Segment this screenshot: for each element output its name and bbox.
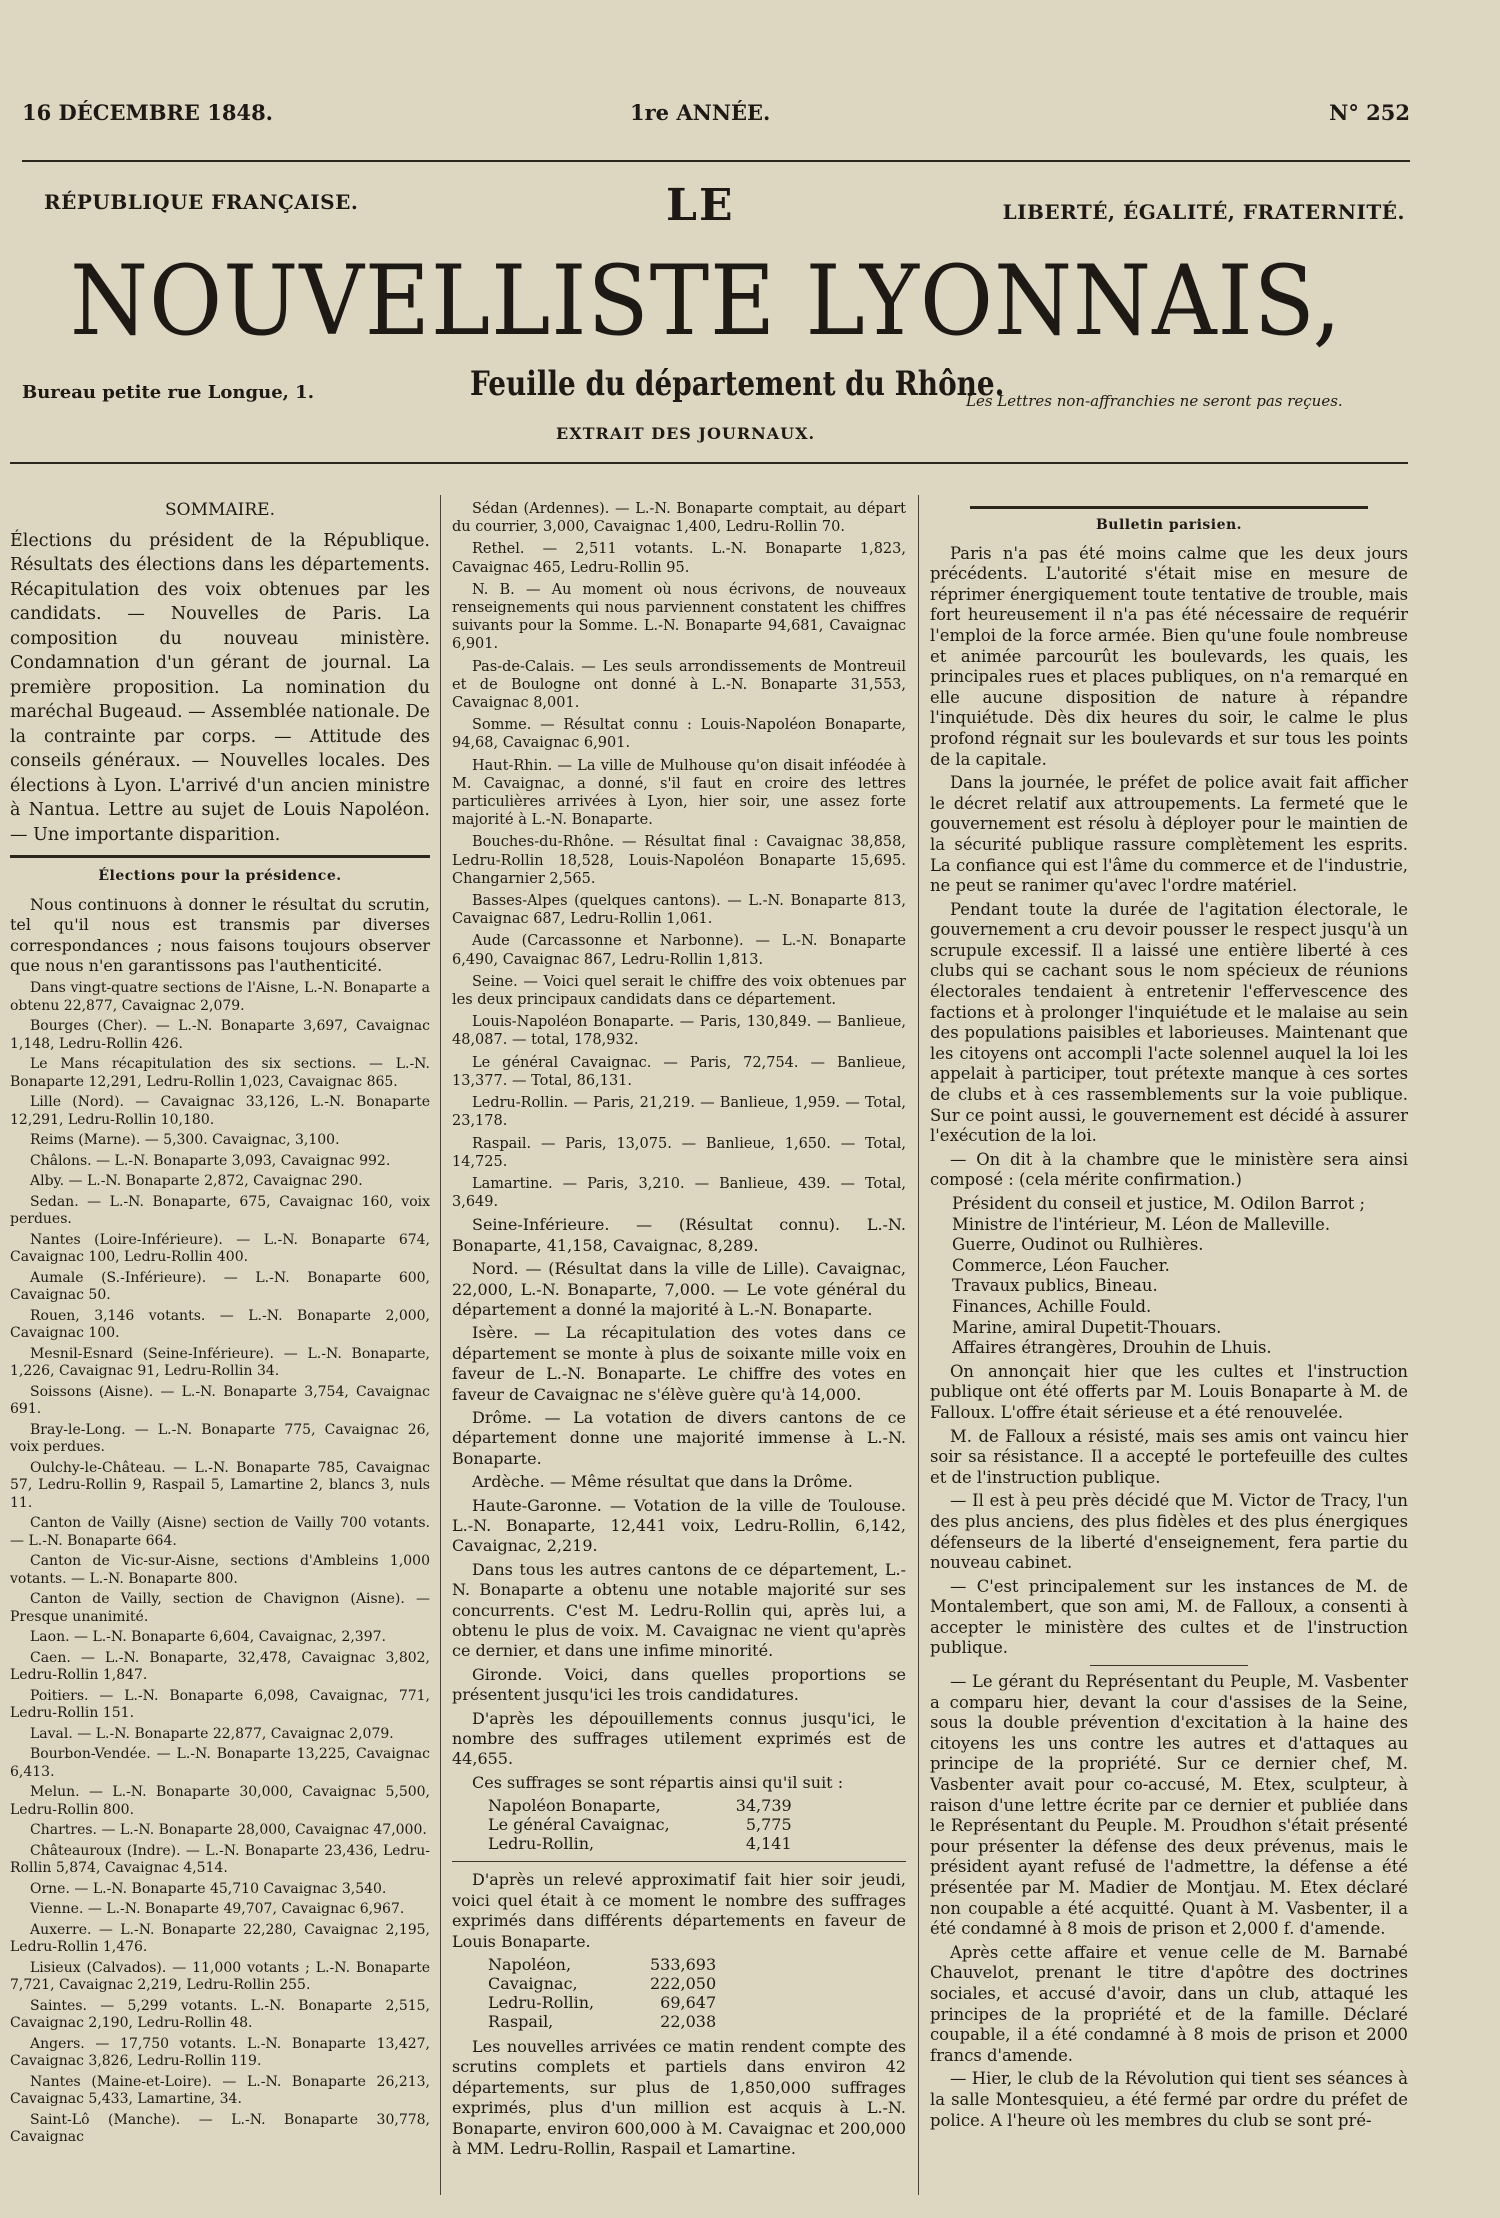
department-result-item: Lamartine. — Paris, 3,210. — Banlieue, 439. — Total, 3,649. (452, 1175, 906, 1211)
election-result-item: Bray-le-Long. — L.-N. Bonaparte 775, Cavaignac 26, voix perdues. (10, 1421, 430, 1456)
bureau-address: Bureau petite rue Longue, 1. (22, 382, 314, 403)
vote-row (482, 1815, 798, 1834)
column-sommaire (10, 500, 430, 2210)
department-result-item: Haute-Garonne. — Votation de la ville de Toulouse. L.-N. Bonaparte, 12,441 voix, Ledru-Rollin, 6,142, Cavaignac, 2,219. (452, 1495, 906, 1556)
candidate-name: Napoléon, (488, 1954, 572, 1974)
department-result-item: Nord. — (Résultat dans la ville de Lille). Cavaignac, 22,000, L.-N. Bonaparte, 7,000. — Le vote général du département a donné la majorité à L.-N. Bonaparte. (452, 1259, 906, 1319)
election-results-list (10, 980, 430, 2147)
masthead-subtitle: Feuille du département du Rhône. (470, 364, 1005, 404)
election-result-item: Auxerre. — L.-N. Bonaparte 22,280, Cavaignac 2,195, Ledru-Rollin 1,476. (10, 1921, 430, 1956)
section-separator (1090, 1665, 1248, 1666)
department-result-item: Louis-Napoléon Bonaparte. — Paris, 130,849. — Banlieue, 48,087. — total, 178,932. (452, 1014, 906, 1049)
header-motto-left: RÉPUBLIQUE FRANÇAISE. (44, 190, 359, 214)
election-result-item: Soissons (Aisne). — L.-N. Bonaparte 3,754, Cavaignac 691. (10, 1383, 430, 1418)
column-divider (918, 495, 919, 2195)
vote-row (482, 1974, 722, 1993)
section-title-bulletin: Bulletin parisien. (1095, 517, 1243, 533)
releve-table (482, 1955, 722, 2031)
bulletin-paragraph: — On dit à la chambre que le ministère sera ainsi composé : (cela mérite confirmation.) (930, 1149, 1408, 1190)
department-result-item: Seine. — Voici quel serait le chiffre des voix obtenues par les deux principaux candidats dans ce département. (452, 973, 906, 1009)
extrait-label: EXTRAIT DES JOURNAUX. (556, 424, 816, 443)
election-result-item: Alby. — L.-N. Bonaparte 2,872, Cavaignac 290. (30, 1173, 363, 1190)
vote-row (482, 1796, 798, 1815)
column-bulletin (930, 500, 1408, 2210)
bulletin-paragraph: Après cette affaire et venue celle de M. Barnabé Chauvelot, prenant le titre d'apôtre des doctrines sociales, et accusé d'avoir, dans un club, attaqué les principes de la propriété et de la famille. Déclaré coupable, il a été condamné à 8 mois de prison et 2000 francs d'amende. (930, 1942, 1408, 2065)
minister-item: Commerce, Léon Faucher. (952, 1255, 1170, 1275)
department-result-item: Rethel. — 2,511 votants. L.-N. Bonaparte 1,823, Cavaignac 465, Ledru-Rollin 95. (452, 541, 906, 576)
department-results-list (452, 500, 906, 1211)
vote-row (482, 2012, 722, 2031)
header-rule (22, 160, 1410, 162)
election-result-item: Châteauroux (Indre). — L.-N. Bonaparte 23,436, Ledru-Rollin 5,874, Cavaignac 4,514. (10, 1842, 430, 1877)
candidate-name: Napoléon Bonaparte, (488, 1796, 661, 1816)
election-result-item: Nantes (Maine-et-Loire). — L.-N. Bonaparte 26,213, Cavaignac 5,433, Lamartine, 34. (10, 2073, 430, 2108)
issue-date: 16 DÉCEMBRE 1848. (22, 100, 273, 125)
minister-item: Président du conseil et justice, M. Odilon Barrot ; (952, 1194, 1366, 1213)
bulletin-paragraph: — Hier, le club de la Révolution qui tient ses séances à la salle Montesquieu, a été fermé par ordre du préfet de police. A l'heure où les membres du club se sont pré- (930, 2069, 1408, 2130)
bulletin-paragraph: — Il est à peu près décidé que M. Victor de Tracy, l'un des plus anciens, des plus fidèles et des plus énergiques défenseurs de la liberté d'enseignement, fera partie du nouveau cabinet. (930, 1491, 1408, 1573)
minister-item: Affaires étrangères, Drouhin de Lhuis. (952, 1338, 1272, 1358)
department-result-item: Isère. — La récapitulation des votes dans ce département se monte à plus de soixante mille voix en faveur de L.-N. Bonaparte. Le chiffre des votes en faveur de Cavaignac ne s'élève guère qu'à 14,000. (452, 1323, 906, 1404)
department-result-item: Gironde. Voici, dans quelles proportions se présentent jusqu'ici les trois candidatures. (452, 1664, 906, 1705)
candidate-name: Ledru-Rollin, (488, 1992, 595, 2012)
election-result-item: Reims (Marne). — 5,300. Cavaignac, 3,100. (30, 1132, 340, 1149)
section-separator (970, 506, 1368, 509)
minister-item: Marine, amiral Dupetit-Thouars. (952, 1317, 1222, 1337)
candidate-votes: 222,050 (649, 1973, 717, 1993)
header-motto-right: LIBERTÉ, ÉGALITÉ, FRATERNITÉ. (1002, 200, 1405, 224)
minister-item: Ministre de l'intérieur, M. Léon de Malleville. (952, 1214, 1331, 1234)
minister-item: Finances, Achille Fould. (952, 1296, 1152, 1316)
election-result-item: Poitiers. — L.-N. Bonaparte 6,098, Cavaignac, 771, Ledru-Rollin 151. (10, 1687, 430, 1722)
bulletin-paragraph: Paris n'a pas été moins calme que les deux jours précédents. L'autorité s'était mise en mesure de réprimer énergiquement toute tentative de trouble, mais fort heureusement il n'a pas été nécessaire de requérir l'emploi de la force armée. Bien qu'une foule nombreuse et animée parcourût les boulevards, les quais, les principales rues et places publiques, on n'a remarqué en elle aucune disposition de nature à répandre l'inquiétude. Dès dix heures du soir, le calme le plus profond régnait sur les boulevards et sur tous les points de la capitale. (930, 543, 1408, 769)
election-result-item: Canton de Vailly, section de Chavignon (Aisne). — Presque unanimité. (10, 1591, 430, 1625)
election-result-item: Le Mans récapitulation des six sections. — L.-N. Bonaparte 12,291, Ledru-Rollin 1,023, Cavaignac 865. (10, 1056, 430, 1090)
candidate-name: Cavaignac, (488, 1973, 578, 1993)
candidate-name: Raspail, (488, 2011, 554, 2031)
election-result-item: Laon. — L.-N. Bonaparte 6,604, Cavaignac, 2,397. (30, 1629, 386, 1646)
election-result-item: Bourges (Cher). — L.-N. Bonaparte 3,697, Cavaignac 1,148, Ledru-Rollin 426. (10, 1018, 430, 1052)
bulletin-paragraph: — Le gérant du Représentant du Peuple, M. Vasbenter a comparu hier, devant la cour d'assises de la Seine, sous la double prévention d'excitation à la haine des citoyens les uns contre les autres et d'attaques au principe de la propriété. Sur ce dernier chef, M. Vasbenter avait pour co-accusé, M. Etex, sculpteur, à raison d'une lettre écrite par ce dernier et publiée dans le Représentant du Peuple. M. Proudhon s'était présenté pour présenter la défense des deux prévenus, mais le président ayant refusé de l'admettre, la défense a été présentée par M. Madier de Montjau. M. Etex déclaré non coupable a été acquitté. Quant à M. Vasbenter, il a été condamné à 8 mois de prison et 2,000 f. d'amende. (930, 1672, 1408, 1939)
vote-row (482, 1834, 798, 1853)
election-result-item: Lille (Nord). — Cavaignac 33,126, L.-N. Bonaparte 12,291, Ledru-Rollin 10,180. (10, 1094, 430, 1128)
department-result-item: Haut-Rhin. — La ville de Mulhouse qu'on disait inféodée à M. Cavaignac, a donné, s'il faut en croire des lettres particulières arrivées à Lyon, hier soir, une assez forte majorité à L.-N. Bonaparte. (452, 757, 906, 829)
bulletin-paragraph: Dans la journée, le préfet de police avait fait afficher le décret relatif aux attroupements. La fermeté que le gouvernement est résolu à déployer pour le maintien de la sécurité publique rassure complètement les esprits. La confiance qui est l'âme du commerce et de l'industrie, ne peut se ranimer qu'avec l'ordre matériel. (930, 773, 1408, 896)
department-result-item: Somme. — Résultat connu : Louis-Napoléon Bonaparte, 94,68, Cavaignac 6,901. (452, 717, 906, 752)
election-result-item: Caen. — L.-N. Bonaparte, 32,478, Cavaignac 3,802, Ledru-Rollin 1,847. (10, 1649, 430, 1684)
releve-text: D'après un relevé approximatif fait hier soir jeudi, voici quel était à ce moment le nombre des suffrages exprimés dans différents départements en faveur de Louis Bonaparte. (452, 1870, 906, 1951)
candidate-name: Le général Cavaignac, (488, 1815, 670, 1835)
issue-year: 1re ANNÉE. (630, 100, 771, 125)
department-result-item: N. B. — Au moment où nous écrivons, de nouveaux renseignements qui nous parviennent constatent les chiffres suivants pour la Somme. L.-N. Bonaparte 94,681, Cavaignac 6,901. (452, 581, 906, 653)
column-departements (452, 500, 906, 2210)
ministers-list (952, 1194, 1408, 1359)
department-result-item: Ces suffrages se sont répartis ainsi qu'il suit : (472, 1772, 844, 1792)
election-result-item: Laval. — L.-N. Bonaparte 22,877, Cavaignac 2,079. (30, 1725, 394, 1742)
section-title-elections: Élections pour la présidence. (98, 868, 342, 885)
sommaire-text: Élections du président de la République. Résultats des élections dans les départements. Récapitulation des voix obtenues par les candidats. — Nouvelles de Paris. La composition du nouveau ministère. Condamnation d'un gérant de journal. La première proposition. La nomination du maréchal Bugeaud. — Assemblée nationale. De la contrainte par corps. — Attitude des conseils généraux. — Nouvelles locales. Des élections à Lyon. L'arrivé d'un ancien ministre à Nantua. Lettre au sujet de Louis Napoléon. — Une importante disparition. (10, 530, 430, 845)
elections-intro: Nous continuons à donner le résultat du scrutin, tel qu'il nous est transmis par diverses correspondances ; nous faisons toujours observer que nous n'en garantissons pas l'authenticité. (10, 894, 430, 976)
election-result-item: Bourbon-Vendée. — L.-N. Bonaparte 13,225, Cavaignac 6,413. (10, 1746, 430, 1780)
column-divider (440, 495, 441, 2195)
vote-row (482, 1993, 722, 2012)
bulletin-paragraph: On annonçait hier que les cultes et l'instruction publique ont été offerts par M. Louis Bonaparte à M. de Falloux. L'offre était sérieuse et a été renouvelée. (930, 1361, 1408, 1422)
department-result-item: Bouches-du-Rhône. — Résultat final : Cavaignac 38,858, Ledru-Rollin 18,528, Louis-Napoléon Bonaparte 15,695. Changarnier 2,565. (452, 834, 906, 887)
election-result-item: Saint-Lô (Manche). — L.-N. Bonaparte 30,778, Cavaignac (10, 2111, 430, 2146)
candidate-votes: 34,739 (735, 1796, 792, 1816)
section-separator (452, 1861, 906, 1862)
election-result-item: Châlons. — L.-N. Bonaparte 3,093, Cavaignac 992. (30, 1152, 391, 1169)
election-result-item: Sedan. — L.-N. Bonaparte, 675, Cavaignac 160, voix perdues. (10, 1193, 430, 1228)
department-results-major (452, 1215, 906, 1793)
candidate-votes: 69,647 (660, 1992, 717, 2012)
gironde-table (482, 1796, 798, 1853)
department-result-item: Sédan (Ardennes). — L.-N. Bonaparte comptait, au départ du courrier, 3,000, Cavaignac 1,400, Ledru-Rollin 70. (452, 501, 906, 536)
issue-number: N° 252 (1329, 100, 1410, 125)
candidate-votes: 22,038 (660, 2011, 717, 2031)
sommaire-title: SOMMAIRE. (164, 500, 275, 520)
department-result-item: Raspail. — Paris, 13,075. — Banlieue, 1,650. — Total, 14,725. (452, 1135, 906, 1170)
department-result-item: Aude (Carcassonne et Narbonne). — L.-N. Bonaparte 6,490, Cavaignac 867, Ledru-Rollin 1,813. (452, 933, 906, 968)
election-result-item: Aumale (S.-Inférieure). — L.-N. Bonaparte 600, Cavaignac 50. (10, 1269, 430, 1304)
election-result-item: Nantes (Loire-Inférieure). — L.-N. Bonaparte 674, Cavaignac 100, Ledru-Rollin 400. (10, 1231, 430, 1266)
department-result-item: Ardèche. — Même résultat que dans la Drôme. (472, 1472, 853, 1492)
vote-row (482, 1955, 722, 1974)
department-result-item: Le général Cavaignac. — Paris, 72,754. — Banlieue, 13,377. — Total, 86,131. (452, 1054, 906, 1089)
candidate-votes: 4,141 (745, 1834, 792, 1854)
department-result-item: Ledru-Rollin. — Paris, 21,219. — Banlieue, 1,959. — Total, 23,178. (452, 1095, 906, 1130)
department-result-item: D'après les dépouillements connus jusqu'ici, le nombre des suffrages utilement exprimés est de 44,655. (452, 1708, 906, 1769)
closing-paragraph: Les nouvelles arrivées ce matin rendent compte des scrutins complets et partiels dans environ 42 départements, sur plus de 1,850,000 suffrages exprimés, plus d'un million est acquis à L.-N. Bonaparte, environ 600,000 à M. Cavaignac et 200,000 à MM. Ledru-Rollin, Raspail et Lamartine. (452, 2036, 906, 2158)
department-result-item: Seine-Inférieure. — (Résultat connu). L.-N. Bonaparte, 41,158, Cavaignac, 8,289. (452, 1215, 906, 1255)
department-result-item: Pas-de-Calais. — Les seuls arrondissements de Montreuil et de Boulogne ont donné à L.-N. Bonaparte 31,553, Cavaignac 8,001. (452, 658, 906, 712)
election-result-item: Orne. — L.-N. Bonaparte 45,710 Cavaignac 3,540. (30, 1880, 387, 1897)
bulletin-paragraph: M. de Falloux a résisté, mais ses amis ont vaincu hier soir sa résistance. Il a accepté le portefeuille des cultes et de l'instruction publique. (930, 1426, 1408, 1487)
election-result-item: Melun. — L.-N. Bonaparte 30,000, Cavaignac 5,500, Ledru-Rollin 800. (10, 1784, 430, 1818)
department-result-item: Basses-Alpes (quelques cantons). — L.-N. Bonaparte 813, Cavaignac 687, Ledru-Rollin 1,061. (452, 893, 906, 928)
bulletin-paragraph: — C'est principalement sur les instances de M. de Montalembert, que son ami, M. de Falloux, a consenti à accepter le ministère des cultes et de l'instruction publique. (930, 1576, 1408, 1658)
election-result-item: Canton de Vailly (Aisne) section de Vailly 700 votants. — L.-N. Bonaparte 664. (10, 1515, 430, 1549)
masthead-rule (10, 462, 1408, 464)
bulletin-paragraph: Pendant toute la durée de l'agitation électorale, le gouvernement a cru devoir pousser le respect jusqu'à un scrupule excessif. Il a laissé une entière liberté à ces clubs qui se cachant sous le nom spécieux de réunions électorales tendaient à entretenir l'effervescence des factions et à prolonger l'inquiétude et le malaise au sein des populations paisibles et laborieuses. Maintenant que les citoyens ont accompli l'acte solennel auquel la loi les appelait à participer, tout prétexte manque à ces sortes de clubs et à ces rassemblements sur la voie publique. Sur ce point aussi, le gouvernement est décidé à assurer l'exécution de la loi. (930, 899, 1408, 1146)
minister-item: Travaux publics, Bineau. (952, 1276, 1158, 1296)
election-result-item: Oulchy-le-Château. — L.-N. Bonaparte 785, Cavaignac 57, Ledru-Rollin 9, Raspail 5, Lamartine 2, blancs 3, nuls 11. (10, 1459, 430, 1511)
candidate-votes: 533,693 (649, 1954, 717, 1974)
candidate-name: Ledru-Rollin, (488, 1834, 595, 1854)
date-line (22, 100, 1410, 136)
election-result-item: Canton de Vic-sur-Aisne, sections d'Ambleins 1,000 votants. — L.-N. Bonaparte 800. (10, 1553, 430, 1587)
candidate-votes: 5,775 (745, 1815, 792, 1835)
election-result-item: Chartres. — L.-N. Bonaparte 28,000, Cavaignac 47,000. (30, 1822, 427, 1839)
masthead-title: NOUVELLISTE LYONNAIS, (70, 245, 1342, 357)
election-result-item: Rouen, 3,146 votants. — L.-N. Bonaparte 2,000, Cavaignac 100. (10, 1307, 430, 1342)
department-result-item: Drôme. — La votation de divers cantons de ce département donne une majorité immense à L.-N. Bonaparte. (452, 1407, 906, 1468)
election-result-item: Vienne. — L.-N. Bonaparte 49,707, Cavaignac 6,967. (30, 1901, 405, 1918)
letters-notice: Les Lettres non-affranchies ne seront pas reçues. (966, 392, 1343, 410)
section-separator (10, 855, 430, 858)
election-result-item: Dans vingt-quatre sections de l'Aisne, L.-N. Bonaparte a obtenu 22,877, Cavaignac 2,079. (10, 980, 430, 1014)
department-result-item: Dans tous les autres cantons de ce département, L.-N. Bonaparte a obtenu une notable majorité sur ses concurrents. C'est M. Ledru-Rollin qui, après lui, a obtenu le plus de voix. M. Cavaignac ne vient qu'après ce dernier, et dans une infime minorité. (452, 1559, 906, 1661)
election-result-item: Mesnil-Esnard (Seine-Inférieure). — L.-N. Bonaparte, 1,226, Cavaignac 91, Ledru-Rollin 34. (10, 1345, 430, 1380)
masthead-le: LE (666, 180, 735, 231)
election-result-item: Angers. — 17,750 votants. L.-N. Bonaparte 13,427, Cavaignac 3,826, Ledru-Rollin 119. (10, 2035, 430, 2070)
minister-item: Guerre, Oudinot ou Rulhières. (952, 1235, 1204, 1255)
election-result-item: Saintes. — 5,299 votants. L.-N. Bonaparte 2,515, Cavaignac 2,190, Ledru-Rollin 48. (10, 1997, 430, 2032)
election-result-item: Lisieux (Calvados). — 11,000 votants ; L.-N. Bonaparte 7,721, Cavaignac 2,219, Ledru-Rollin 255. (10, 1959, 430, 1994)
